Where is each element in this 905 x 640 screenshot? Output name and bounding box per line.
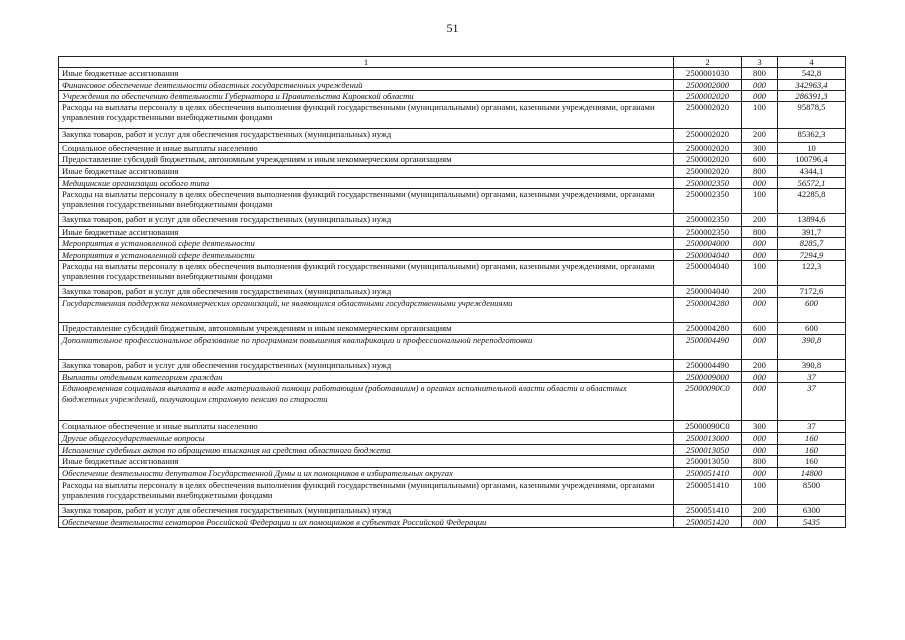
row-name: Государственная поддержка некоммерческих организаций, не являющихся областными государственными учреждениями	[59, 297, 674, 322]
row-type: 000	[742, 238, 778, 249]
row-name: Учреждения по обеспечению деятельности Губернатора и Правительства Кировской области	[59, 90, 674, 101]
page-number: 51	[446, 21, 459, 35]
row-sum: 4344,1	[778, 166, 846, 177]
row-type: 000	[742, 177, 778, 188]
row-type: 200	[742, 359, 778, 371]
row-type: 200	[742, 129, 778, 143]
row-name: Иные бюджетные ассигнования	[59, 166, 674, 177]
row-code: 2500013000	[674, 433, 742, 444]
row-type: 300	[742, 143, 778, 154]
table-row	[59, 322, 846, 334]
table-row	[59, 516, 846, 527]
row-code: 2500009000	[674, 371, 742, 382]
row-name: Дополнительное профессиональное образование по программам повышения квалификации и профессиональной переподготовки	[59, 334, 674, 359]
row-type: 200	[742, 504, 778, 516]
row-code: 2500004040	[674, 260, 742, 285]
row-name: Расходы на выплаты персоналу в целях обеспечения выполнения функций государственными (муниципальными) органами, казенными учреждениями, органами управления государственными внебюджетными фондами	[59, 479, 674, 504]
row-code: 2500002020	[674, 129, 742, 143]
row-name: Иные бюджетные ассигнования	[59, 455, 674, 467]
row-sum: 7172,6	[778, 285, 846, 297]
row-type: 000	[742, 334, 778, 359]
row-name: Предоставление субсидий бюджетным, автономным учреждениям и иным некоммерческим организациям	[59, 154, 674, 166]
row-name: Мероприятия в установленной сфере деятельности	[59, 249, 674, 260]
row-sum: 37	[778, 383, 846, 421]
row-type: 600	[742, 322, 778, 334]
row-sum: 542,8	[778, 68, 846, 79]
row-type: 000	[742, 444, 778, 455]
row-name: Иные бюджетные ассигнования	[59, 68, 674, 79]
table-row	[59, 129, 846, 143]
row-name: Финансовое обеспечение деятельности областных государственных учреждений	[59, 79, 674, 90]
table-row	[59, 227, 846, 238]
row-type: 100	[742, 260, 778, 285]
row-name: Мероприятия в установленной сфере деятельности	[59, 238, 674, 249]
row-sum: 95878,5	[778, 102, 846, 129]
row-type: 000	[742, 433, 778, 444]
row-code: 2500002020	[674, 154, 742, 166]
table-body	[59, 68, 846, 528]
row-sum: 6300	[778, 504, 846, 516]
table-row	[59, 285, 846, 297]
header-col-1: 1	[59, 57, 674, 68]
row-sum: 390,8	[778, 334, 846, 359]
row-type: 100	[742, 102, 778, 129]
row-sum: 13894,6	[778, 214, 846, 227]
table-row	[59, 214, 846, 227]
row-code: 2500051420	[674, 516, 742, 527]
table-row	[59, 238, 846, 249]
row-type: 000	[742, 79, 778, 90]
row-type: 000	[742, 516, 778, 527]
row-sum: 342963,4	[778, 79, 846, 90]
row-type: 800	[742, 227, 778, 238]
table-row	[59, 177, 846, 188]
table-row	[59, 154, 846, 166]
table-row	[59, 383, 846, 421]
row-code: 25000090С0	[674, 421, 742, 433]
row-name: Расходы на выплаты персоналу в целях обеспечения выполнения функций государственными (муниципальными) органами, казенными учреждениями, органами управления государственными внебюджетными фондами	[59, 102, 674, 129]
row-code: 2500051410	[674, 479, 742, 504]
row-sum: 85362,3	[778, 129, 846, 143]
row-code: 2500013050	[674, 455, 742, 467]
row-name: Медицинские организации особого типа	[59, 177, 674, 188]
row-code: 2500002350	[674, 214, 742, 227]
header-col-4: 4	[778, 57, 846, 68]
table-row	[59, 421, 846, 433]
row-code: 2500002020	[674, 102, 742, 129]
row-sum: 42285,8	[778, 189, 846, 214]
table-row	[59, 371, 846, 382]
row-code: 2500004490	[674, 334, 742, 359]
table-row	[59, 68, 846, 79]
row-code: 25000090С0	[674, 383, 742, 421]
row-sum: 160	[778, 444, 846, 455]
row-sum: 160	[778, 433, 846, 444]
row-name: Расходы на выплаты персоналу в целях обеспечения выполнения функций государственными (муниципальными) органами, казенными учреждениями, органами управления государственными внебюджетными фондами	[59, 260, 674, 285]
row-name: Иные бюджетные ассигнования	[59, 227, 674, 238]
table-row	[59, 297, 846, 322]
row-name: Обеспечение деятельности сенаторов Российской Федерации и их помощников в субъектах Российской Федерации	[59, 516, 674, 527]
row-code: 2500004040	[674, 285, 742, 297]
table-row	[59, 467, 846, 479]
row-sum: 37	[778, 371, 846, 382]
row-sum: 8285,7	[778, 238, 846, 249]
row-type: 300	[742, 421, 778, 433]
row-type: 800	[742, 455, 778, 467]
row-sum: 122,3	[778, 260, 846, 285]
header-col-3: 3	[742, 57, 778, 68]
table-row	[59, 90, 846, 101]
row-type: 200	[742, 285, 778, 297]
row-name: Расходы на выплаты персоналу в целях обеспечения выполнения функций государственными (муниципальными) органами, казенными учреждениями, органами управления государственными внебюджетными фондами	[59, 189, 674, 214]
row-sum: 390,8	[778, 359, 846, 371]
table-row	[59, 249, 846, 260]
row-sum: 8500	[778, 479, 846, 504]
row-sum: 286391,3	[778, 90, 846, 101]
table-row	[59, 444, 846, 455]
row-name: Социальное обеспечение и иные выплаты населению	[59, 143, 674, 154]
row-code: 2500001030	[674, 68, 742, 79]
table-row	[59, 455, 846, 467]
row-type: 000	[742, 90, 778, 101]
table-row	[59, 359, 846, 371]
row-sum: 160	[778, 455, 846, 467]
row-sum: 5435	[778, 516, 846, 527]
row-name: Исполнение судебных актов по обращению взыскания на средства областного бюджета	[59, 444, 674, 455]
row-type: 200	[742, 214, 778, 227]
header-row	[59, 57, 846, 68]
row-code: 2500004490	[674, 359, 742, 371]
row-code: 2500002020	[674, 90, 742, 101]
row-type: 000	[742, 371, 778, 382]
row-code: 2500004040	[674, 249, 742, 260]
budget-table	[58, 56, 846, 528]
row-name: Предоставление субсидий бюджетным, автономным учреждениям и иным некоммерческим организациям	[59, 322, 674, 334]
row-code: 2500004280	[674, 297, 742, 322]
row-type: 100	[742, 189, 778, 214]
row-sum: 7294,9	[778, 249, 846, 260]
table-row	[59, 79, 846, 90]
row-sum: 56572,1	[778, 177, 846, 188]
table-row	[59, 189, 846, 214]
row-type: 800	[742, 68, 778, 79]
table-row	[59, 102, 846, 129]
row-code: 2500002350	[674, 189, 742, 214]
row-sum: 600	[778, 322, 846, 334]
row-name: Закупка товаров, работ и услуг для обеспечения государственных (муниципальных) нужд	[59, 359, 674, 371]
row-sum: 600	[778, 297, 846, 322]
row-name: Выплаты отдельным категориям граждан	[59, 371, 674, 382]
table-row	[59, 143, 846, 154]
row-name: Социальное обеспечение и иные выплаты населению	[59, 421, 674, 433]
table-row	[59, 260, 846, 285]
row-sum: 391,7	[778, 227, 846, 238]
row-name: Обеспечение деятельности депутатов Государственной Думы и их помощников в избирательных округах	[59, 467, 674, 479]
header-col-2: 2	[674, 57, 742, 68]
row-name: Закупка товаров, работ и услуг для обеспечения государственных (муниципальных) нужд	[59, 285, 674, 297]
row-name: Закупка товаров, работ и услуг для обеспечения государственных (муниципальных) нужд	[59, 504, 674, 516]
row-type: 800	[742, 166, 778, 177]
row-name: Единовременная социальная выплата в виде материальной помощи работающим (работавшим) в органах исполнительной власти области и областных бюджетных учреждений, получающим страховую пенсию по старости	[59, 383, 674, 421]
table-row	[59, 479, 846, 504]
row-type: 100	[742, 479, 778, 504]
row-type: 000	[742, 467, 778, 479]
row-code: 2500002350	[674, 227, 742, 238]
row-type: 000	[742, 383, 778, 421]
row-code: 2500004280	[674, 322, 742, 334]
row-code: 2500002350	[674, 177, 742, 188]
row-code: 2500004000	[674, 238, 742, 249]
row-type: 600	[742, 154, 778, 166]
table-row	[59, 504, 846, 516]
row-code: 2500002020	[674, 166, 742, 177]
row-name: Другие общегосударственные вопросы	[59, 433, 674, 444]
row-type: 000	[742, 249, 778, 260]
row-code: 2500013050	[674, 444, 742, 455]
row-code: 2500002020	[674, 143, 742, 154]
row-code: 2500051410	[674, 504, 742, 516]
row-sum: 100796,4	[778, 154, 846, 166]
row-code: 2500051410	[674, 467, 742, 479]
row-name: Закупка товаров, работ и услуг для обеспечения государственных (муниципальных) нужд	[59, 214, 674, 227]
row-code: 2500002000	[674, 79, 742, 90]
row-sum: 37	[778, 421, 846, 433]
table-row	[59, 334, 846, 359]
row-name: Закупка товаров, работ и услуг для обеспечения государственных (муниципальных) нужд	[59, 129, 674, 143]
row-sum: 14800	[778, 467, 846, 479]
table-row	[59, 166, 846, 177]
row-type: 000	[742, 297, 778, 322]
table-row	[59, 433, 846, 444]
row-sum: 10	[778, 143, 846, 154]
